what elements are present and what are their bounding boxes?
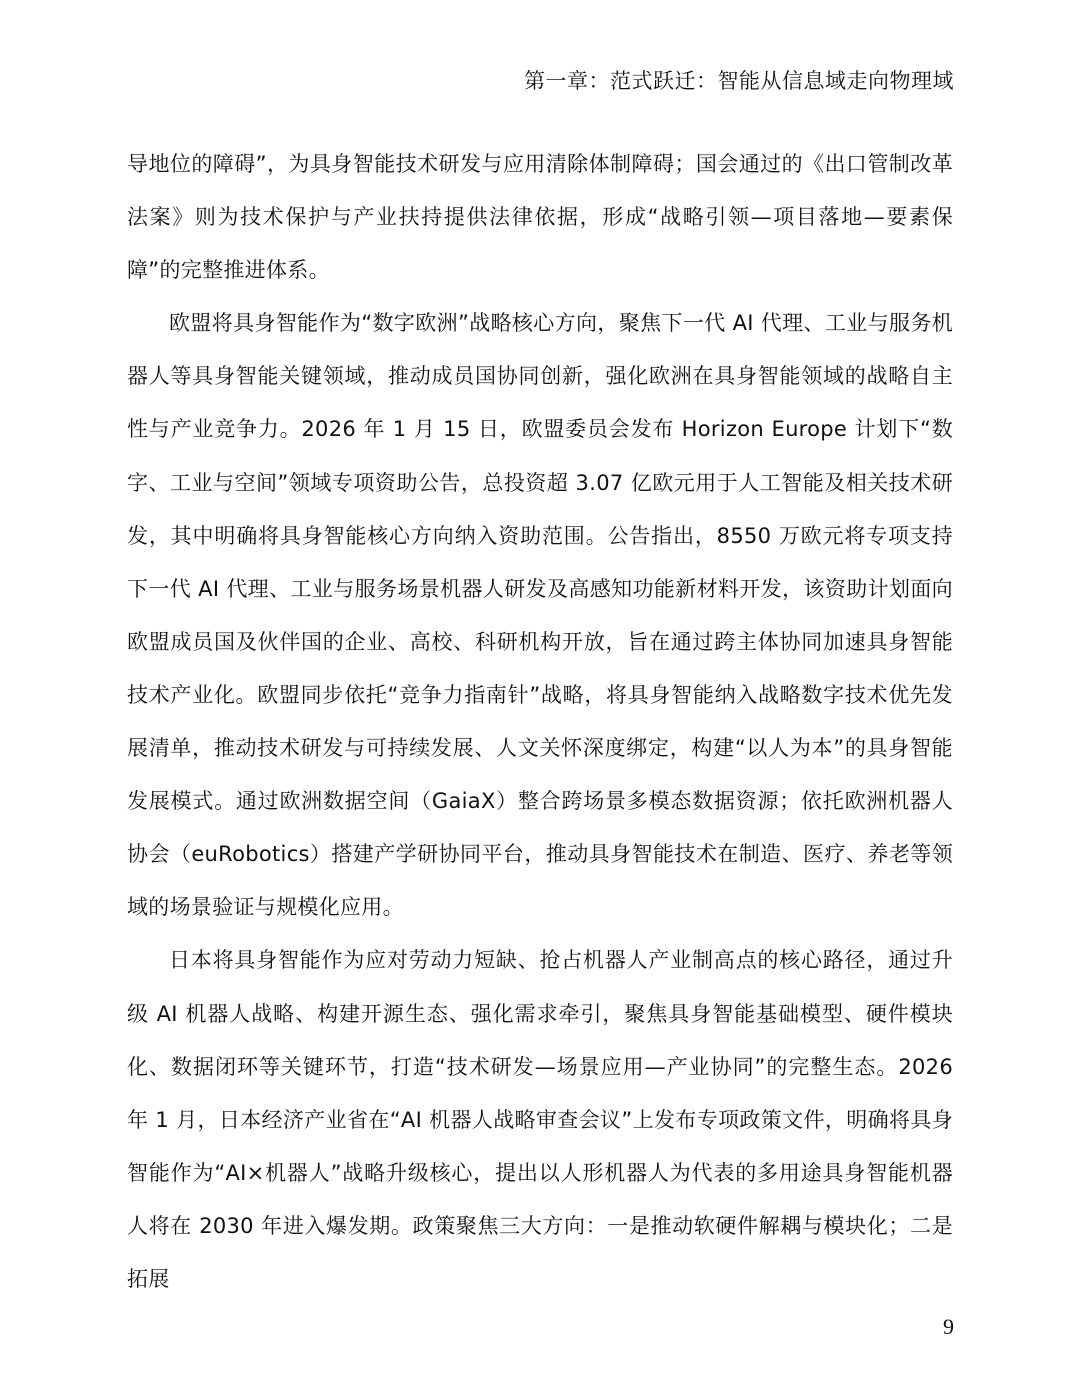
paragraph-japan: 日本将具身智能作为应对劳动力短缺、抢占机器人产业制高点的核心路径，通过升级 AI 机器人战略、构建开源生态、强化需求牵引，聚焦具身智能基础模型、硬件模块化、数据闭环等关键环节，打造“技术研发—场景应用—产业协同”的完整生态。2026 年 1 月，日本经济产业省在“AI 机器人战略审查会议”上发布专项政策文件，明确将具身智能作为“AI×机器人”战略升级核心，提出以人形机器人为代表的多用途具身智能机器人将在 2030 年进入爆发期。政策聚焦三大方向：一是推动软硬件解耦与模块化；二是拓展	[127, 948, 953, 1291]
page-number: 9	[943, 1314, 954, 1339]
paragraph-eu: 欧盟将具身智能作为“数字欧洲”战略核心方向，聚焦下一代 AI 代理、工业与服务机器人等具身智能关键领域，推动成员国协同创新，强化欧洲在具身智能领域的战略自主性与产业竞争力。2026 年 1 月 15 日，欧盟委员会发布 Horizon Europe 计划下“数字、工业与空间”领域专项资助公告，总投资超 3.07 亿欧元用于人工智能及相关技术研发，其中明确将具身智能核心方向纳入资助范围。公告指出，8550 万欧元将专项支持下一代 AI 代理、工业与服务场景机器人研发及高感知功能新材料开发，该资助计划面向欧盟成员国及伙伴国的企业、高校、科研机构开放，旨在通过跨主体协同加速具身智能技术产业化。欧盟同步依托“竞争力指南针”战略，将具身智能纳入战略数字技术优先发展清单，推动技术研发与可持续发展、人文关怀深度绑定，构建“以人为本”的具身智能发展模式。通过欧洲数据空间（GaiaX）整合跨场景多模态数据资源；依托欧洲机器人协会（euRobotics）搭建产学研协同平台，推动具身智能技术在制造、医疗、养老等领域的场景验证与规模化应用。	[127, 311, 953, 920]
running-header-chapter-title: 第一章：范式跃迁：智能从信息域走向物理域	[524, 69, 954, 93]
paragraph-continuation: 导地位的障碍”，为具身智能技术研发与应用清除体制障碍；国会通过的《出口管制改革法案》则为技术保护与产业扶持提供法律依据，形成“战略引领—项目落地—要素保障”的完整推进体系。	[127, 152, 953, 283]
body-text	[127, 138, 953, 1306]
